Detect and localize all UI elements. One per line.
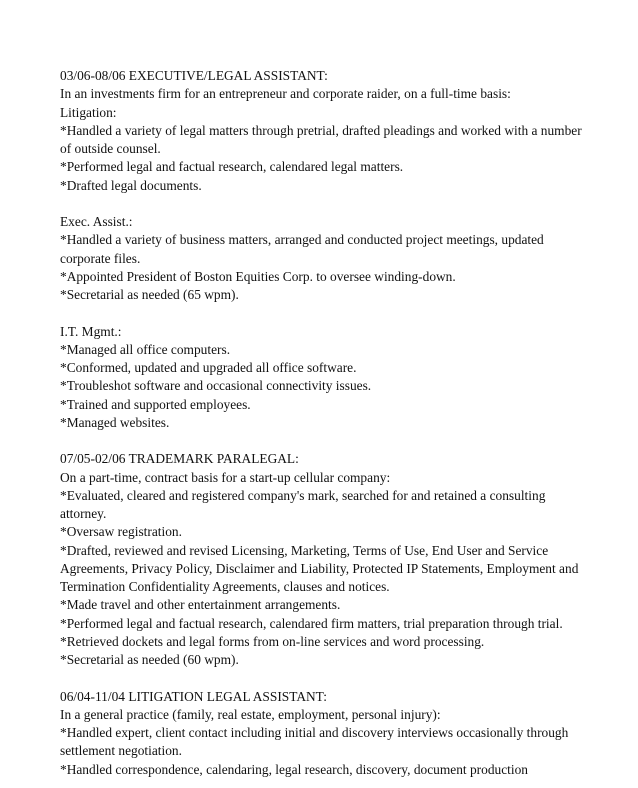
- bullet-line: attorney.: [60, 506, 107, 521]
- bullet-line: *Handled a variety of business matters, arranged and conducted project meetings, updated: [60, 232, 544, 248]
- bullet-item: [60, 615, 630, 633]
- section-spacer: [60, 432, 630, 450]
- bullet-item: [60, 268, 630, 286]
- section-spacer: [60, 304, 630, 322]
- subsection-it-mgmt: [60, 323, 630, 433]
- bullet-item: [60, 286, 630, 304]
- bullet-item: [60, 523, 630, 541]
- bullet-item: [60, 396, 630, 414]
- bullet-line: *Trained and supported employees.: [60, 396, 251, 412]
- job-header: 06/04-11/04 LITIGATION LEGAL ASSISTANT:: [60, 688, 327, 704]
- section-spacer: [60, 669, 630, 687]
- subsection-exec-assist: [60, 213, 630, 304]
- bullet-line: of outside counsel.: [60, 141, 161, 156]
- bullet-line: Termination Confidentiality Agreements, clauses and notices.: [60, 579, 390, 594]
- bullet-item: [60, 596, 630, 614]
- bullet-line: *Performed legal and factual research, calendared legal matters.: [60, 159, 404, 175]
- bullet-line: *Evaluated, cleared and registered company's mark, searched for and retained a consulting: [60, 487, 546, 503]
- bullet-item: [60, 633, 630, 651]
- job-intro: In an investments firm for an entrepreneur and corporate raider, on a full-time basis:: [60, 86, 511, 102]
- bullet-item: [60, 122, 630, 159]
- job-section-litigation-legal-assistant: [60, 688, 630, 779]
- subheading-exec-assist: Exec. Assist.:: [60, 214, 133, 229]
- bullet-line: *Troubleshot software and occasional connectivity issues.: [60, 378, 372, 394]
- job-section-trademark-paralegal: [60, 450, 630, 669]
- bullet-line: *Appointed President of Boston Equities Corp. to oversee winding-down.: [60, 268, 456, 284]
- subheading-it-mgmt: I.T. Mgmt.:: [60, 323, 122, 339]
- bullet-item: [60, 377, 630, 395]
- bullet-line: *Secretarial as needed (60 wpm).: [60, 652, 239, 667]
- bullet-item: [60, 761, 630, 779]
- bullet-item: [60, 542, 630, 597]
- bullet-line: settlement negotiation.: [60, 743, 182, 759]
- bullet-line: *Conformed, updated and upgraded all office software.: [60, 360, 357, 375]
- subheading-litigation: Litigation:: [60, 104, 117, 120]
- job-header: 03/06-08/06 EXECUTIVE/LEGAL ASSISTANT:: [60, 68, 328, 83]
- bullet-line: corporate files.: [60, 250, 141, 266]
- bullet-item: [60, 341, 630, 359]
- bullet-item: [60, 651, 630, 669]
- resume-page: [60, 67, 630, 779]
- bullet-line: *Handled expert, client contact including initial and discovery interviews occasionally through: [60, 725, 569, 740]
- bullet-line: *Oversaw registration.: [60, 524, 182, 540]
- job-header: 07/05-02/06 TRADEMARK PARALEGAL:: [60, 451, 299, 467]
- bullet-item: [60, 414, 630, 432]
- bullet-line: *Drafted, reviewed and revised Licensing, Marketing, Terms of Use, End User and Service: [60, 542, 549, 558]
- bullet-item: [60, 724, 630, 761]
- bullet-item: [60, 231, 630, 268]
- bullet-line: *Handled a variety of legal matters through pretrial, drafted pleadings and worked with a number: [60, 122, 582, 138]
- bullet-line: *Performed legal and factual research, calendared firm matters, trial preparation through trial.: [60, 615, 563, 631]
- bullet-line: *Managed all office computers.: [60, 341, 231, 357]
- bullet-line: *Made travel and other entertainment arrangements.: [60, 597, 341, 613]
- bullet-item: [60, 177, 630, 195]
- bullet-item: [60, 158, 630, 176]
- bullet-line: *Retrieved dockets and legal forms from on-line services and word processing.: [60, 633, 485, 649]
- section-spacer: [60, 195, 630, 213]
- job-section-executive-legal-assistant: [60, 67, 630, 195]
- job-intro: In a general practice (family, real estate, employment, personal injury):: [60, 706, 441, 722]
- bullet-item: [60, 487, 630, 524]
- bullet-line: *Handled correspondence, calendaring, legal research, discovery, document production: [60, 761, 528, 777]
- bullet-line: *Drafted legal documents.: [60, 177, 202, 193]
- bullet-line: *Secretarial as needed (65 wpm).: [60, 287, 239, 302]
- job-intro: On a part-time, contract basis for a start-up cellular company:: [60, 469, 391, 485]
- bullet-line: *Managed websites.: [60, 414, 170, 430]
- bullet-item: [60, 359, 630, 377]
- bullet-line: Agreements, Privacy Policy, Disclaimer and Liability, Protected IP Statements, Employment and: [60, 560, 579, 576]
